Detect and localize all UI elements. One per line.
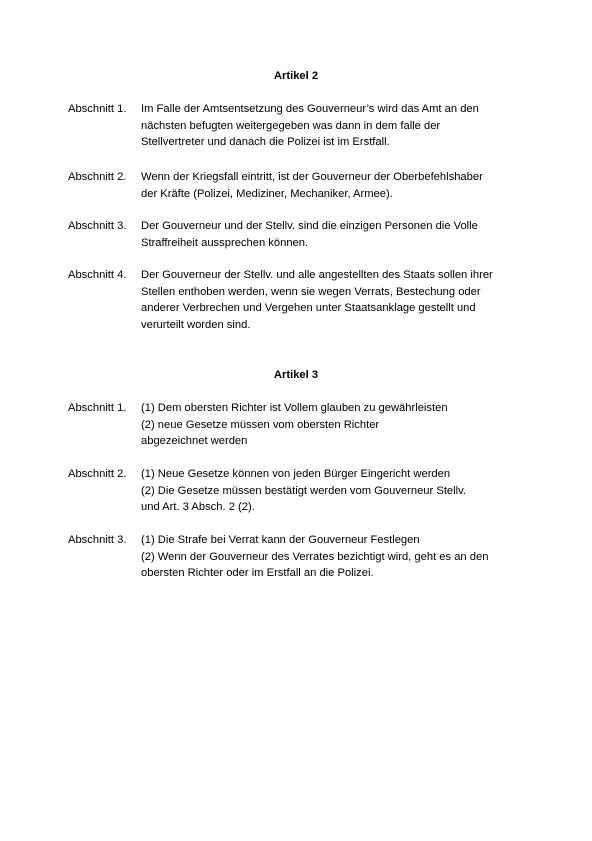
- text-line: Straffreiheit aussprechen können.: [141, 236, 309, 249]
- text-line: (1) Die Strafe bei Verrat kann der Gouverneur Festlegen: [141, 534, 420, 546]
- text-line: Der Gouverneur und der Stellv. sind die einzigen Personen die Volle: [141, 220, 478, 232]
- text-line: Wenn der Kriegsfall eintritt, ist der Gouverneur der Oberbefehlshaber: [141, 171, 483, 183]
- section-text: [141, 400, 541, 450]
- section-text: [141, 532, 541, 582]
- section-label: Abschnitt 1.: [68, 402, 127, 414]
- text-line: (2) Wenn der Gouverneur des Verrates bezichtigt wird, geht es an den: [141, 550, 489, 563]
- text-line: der Kräfte (Polizei, Mediziner, Mechaniker, Armee).: [141, 187, 393, 200]
- section-label: Abschnitt 2.: [68, 171, 127, 183]
- section-label: Abschnitt 2.: [68, 468, 127, 480]
- section-text: [141, 267, 541, 333]
- article-title: Artikel 2: [273, 70, 319, 82]
- text-line: obersten Richter oder im Erstfall an die Polizei.: [141, 567, 374, 579]
- section-label: Abschnitt 3.: [68, 534, 127, 546]
- section-label: Abschnitt 4.: [68, 269, 127, 281]
- article-title: Artikel 3: [273, 369, 319, 381]
- text-line: abgezeichnet werden: [141, 435, 248, 447]
- text-line: verurteilt worden sind.: [141, 318, 251, 331]
- text-line: (1) Neue Gesetze können von jeden Bürger Eingericht werden: [141, 468, 451, 480]
- text-line: (2) Die Gesetze müssen bestätigt werden vom Gouverneur Stellv.: [141, 484, 466, 497]
- section-text: [141, 169, 541, 202]
- section-label: Abschnitt 1.: [68, 103, 127, 115]
- text-line: anderer Verbrechen und Vergehen unter Staatsanklage gestellt und: [141, 302, 476, 314]
- text-line: (2) neue Gesetze müssen vom obersten Richter: [141, 418, 380, 431]
- text-line: Der Gouverneur der Stellv. und alle angestellten des Staats sollen ihrer: [141, 269, 493, 281]
- section-text: [141, 218, 541, 251]
- text-line: Stellvertreter und danach die Polizei ist im Erstfall.: [141, 136, 390, 148]
- section-text: [141, 466, 541, 516]
- text-line: und Art. 3 Absch. 2 (2).: [141, 501, 255, 513]
- text-line: (1) Dem obersten Richter ist Vollem glauben zu gewährleisten: [141, 402, 448, 414]
- text-line: Im Falle der Amtsentsetzung des Gouverneur’s wird das Amt an den: [141, 103, 479, 115]
- section-text: [141, 101, 541, 151]
- text-line: Stellen enthoben werden, wenn sie wegen Verrats, Bestechung oder: [141, 285, 481, 298]
- text-line: nächsten befugten weitergegeben was dann in dem falle der: [141, 119, 441, 132]
- section-label: Abschnitt 3.: [68, 220, 127, 232]
